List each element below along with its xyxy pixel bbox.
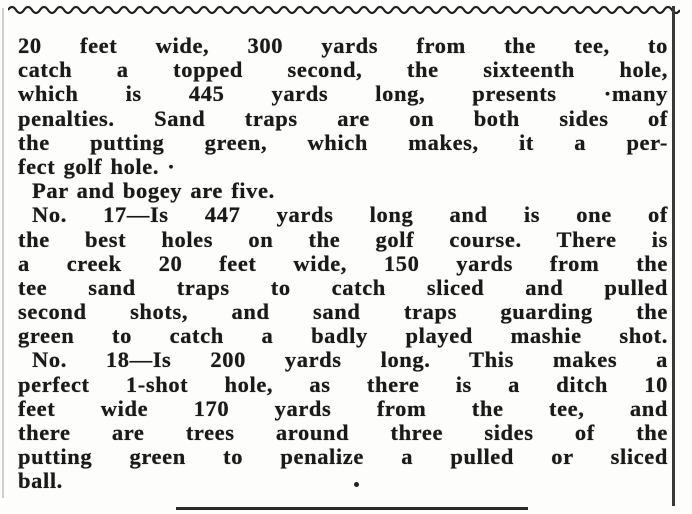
article-line: feet wide 170 yards from the tee, and [18,395,668,421]
article-body [18,34,668,494]
article-line: green to catch a badly played mashie shot. [18,323,668,349]
article-line: tee sand traps to catch sliced and pulled [18,274,668,300]
article-line: which is 445 yards long, presents ·many [18,81,668,107]
right-column-rule [672,6,675,506]
wavy-top-rule [8,4,680,16]
ink-speck [354,482,359,487]
article-line: catch a topped second, the sixteenth hole, [18,57,668,83]
article-line: perfect 1-shot hole, as there is a ditch 10 [18,371,668,397]
article-line: the best holes on the golf course. There is [18,226,668,252]
article-line: second shots, and sand traps guarding the [18,299,668,325]
article-line: fect golf hole. · [18,153,176,179]
article-line: Par and bogey are five. [32,178,275,204]
bottom-rule [176,507,528,510]
article-line: there are trees around three sides of the [18,420,668,445]
article-line: No. 17—Is 447 yards long and is one of [32,202,668,228]
article-line: penalties. Sand traps are on both sides of [18,105,668,131]
article-line: a creek 20 feet wide, 150 yards from the [18,250,668,276]
article-line: No. 18—Is 200 yards long. This makes a [32,347,668,373]
article-line: 20 feet wide, 300 yards from the tee, to [18,33,668,58]
article-line: ball. [18,468,63,494]
left-column-rule [2,8,4,498]
article-line: putting green to penalize a pulled or sliced [18,444,668,470]
article-line: the putting green, which makes, it a per- [18,129,668,155]
